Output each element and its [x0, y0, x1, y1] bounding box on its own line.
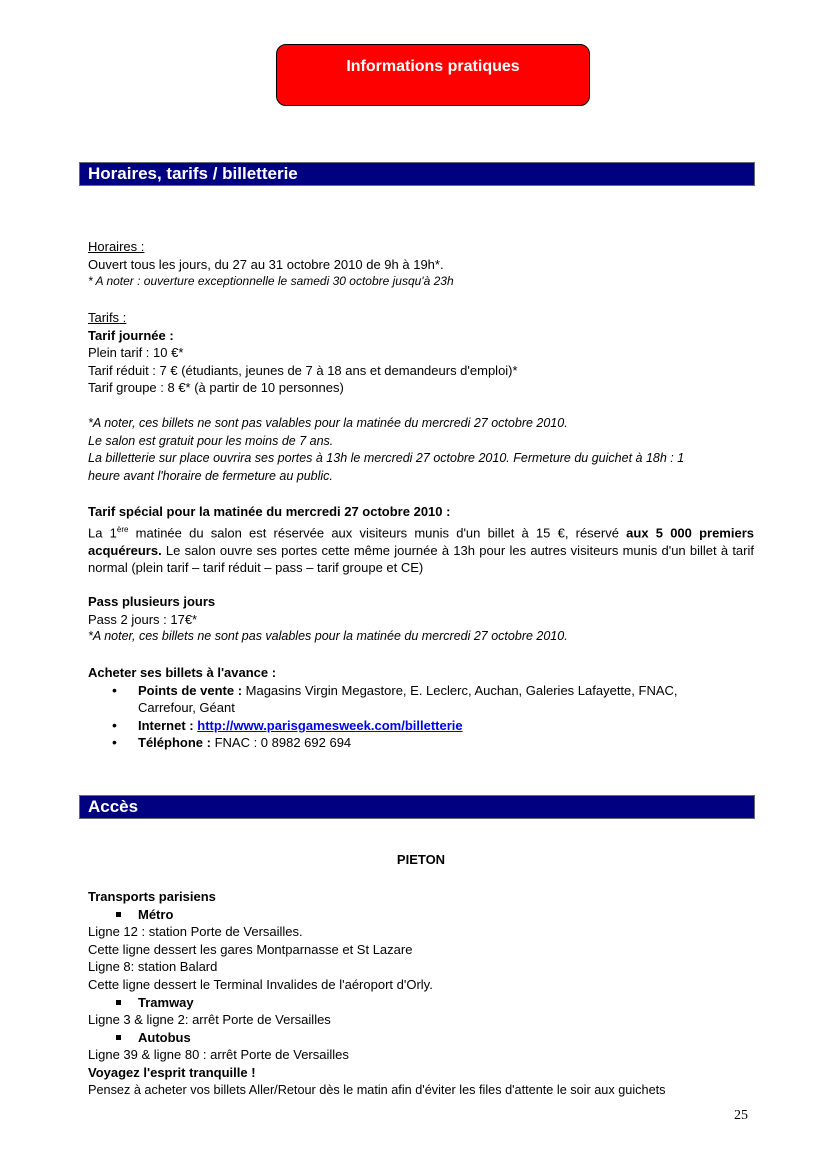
special-p1-end: Le salon ouvre ses portes cette même journée à 13h pour les autres visiteurs munis d'un billet à tarif normal (plein tarif – tarif réduit – pass – tarif groupe et CE)	[88, 542, 754, 576]
special-p1-sup: ère	[116, 524, 129, 534]
points-text: Magasins Virgin Megastore, E. Leclerc, Auchan, Galeries Lafayette, FNAC,	[242, 682, 678, 698]
metro-heading: Métro	[88, 906, 754, 924]
billetterie-link[interactable]: http://www.parisgamesweek.com/billetterie	[197, 717, 463, 733]
special-block	[88, 503, 754, 577]
notes-block	[88, 415, 754, 485]
voyagez-text: Pensez à acheter vos billets Aller/Retour dès le matin afin d'éviter les files d'attente le soir aux guichets	[88, 1082, 666, 1097]
note-gratuit: Le salon est gratuit pour les moins de 7 ans.	[88, 433, 334, 448]
list-item-internet	[88, 717, 754, 735]
tarifs-label: Tarifs :	[88, 310, 127, 325]
internet-label: Internet :	[138, 717, 194, 733]
special-p1-start: La 1	[88, 524, 117, 540]
tarif-reduit: Tarif réduit : 7 € (étudiants, jeunes de 7 à 18 ans et demandeurs d'emploi)*	[88, 362, 518, 378]
points-label: Points de vente :	[138, 682, 243, 698]
tarif-journee-title: Tarif journée :	[88, 327, 174, 343]
metro-line-3: Ligne 8: station Balard	[88, 959, 218, 975]
points-text-2: Carrefour, Géant	[138, 700, 235, 716]
section-header-acces: Accès	[79, 795, 755, 819]
note-billets: *A noter, ces billets ne sont pas valables pour la matinée du mercredi 27 octobre 2010.	[88, 416, 568, 430]
acces-block	[88, 888, 754, 1099]
special-p1-bold: aux 5 000 premiers acquéreurs.	[88, 524, 754, 558]
pass-text: Pass 2 jours : 17€*	[88, 611, 198, 627]
autobus-line-1: Ligne 39 & ligne 80 : arrêt Porte de Versailles	[88, 1047, 349, 1063]
horaires-note: * A noter : ouverture exceptionnelle le samedi 30 octobre jusqu'à 23h	[88, 274, 454, 289]
note-billetterie-1: La billetterie sur place ouvrira ses portes à 13h le mercredi 27 octobre 2010. Fermeture du guichet à 18h : 1	[88, 451, 685, 466]
special-paragraph	[88, 521, 754, 577]
special-p1-mid: matinée du salon est réservée aux visiteurs munis d'un billet à 15 €, réservé	[128, 524, 627, 540]
acheter-title: Acheter ses billets à l'avance :	[88, 665, 277, 680]
acheter-block	[88, 664, 754, 752]
tramway-line-1: Ligne 3 & ligne 2: arrêt Porte de Versailles	[88, 1012, 331, 1028]
pieton-heading: PIETON	[396, 852, 446, 867]
metro-line-1: Ligne 12 : station Porte de Versailles.	[88, 924, 303, 940]
plein-tarif: Plein tarif : 10 €*	[88, 345, 184, 361]
horaires-label: Horaires :	[88, 239, 145, 254]
tarifs-block	[88, 309, 754, 397]
list-item-points-de-vente	[88, 682, 754, 717]
tarif-groupe: Tarif groupe : 8 €* (à partir de 10 personnes)	[88, 380, 344, 396]
horaires-block	[88, 238, 754, 291]
telephone-label: Téléphone :	[138, 735, 211, 751]
special-title: Tarif spécial pour la matinée du mercredi 27 octobre 2010 :	[88, 504, 451, 519]
section-header-horaires: Horaires, tarifs / billetterie	[79, 162, 755, 186]
pass-block	[88, 593, 754, 646]
page-number: 25	[734, 1108, 748, 1123]
list-item-telephone	[88, 734, 754, 752]
autobus-heading: Autobus	[88, 1029, 754, 1047]
metro-line-4: Cette ligne dessert le Terminal Invalides de l'aéroport d'Orly.	[88, 976, 433, 992]
pass-title: Pass plusieurs jours	[88, 594, 216, 609]
telephone-text: FNAC : 0 8982 692 694	[210, 735, 352, 751]
note-billetterie-2: heure avant l'horaire de fermeture au public.	[88, 468, 333, 483]
voyagez-title: Voyagez l'esprit tranquille !	[88, 1064, 256, 1080]
transports-title: Transports parisiens	[88, 889, 216, 904]
pass-note: *A noter, ces billets ne sont pas valables pour la matinée du mercredi 27 octobre 2010.	[88, 629, 568, 644]
metro-line-2: Cette ligne dessert les gares Montparnasse et St Lazare	[88, 941, 413, 957]
tramway-heading: Tramway	[88, 994, 754, 1012]
acheter-list	[88, 682, 754, 752]
page-title: Informations pratiques	[276, 44, 590, 106]
horaires-text: Ouvert tous les jours, du 27 au 31 octobre 2010 de 9h à 19h*.	[88, 256, 444, 272]
